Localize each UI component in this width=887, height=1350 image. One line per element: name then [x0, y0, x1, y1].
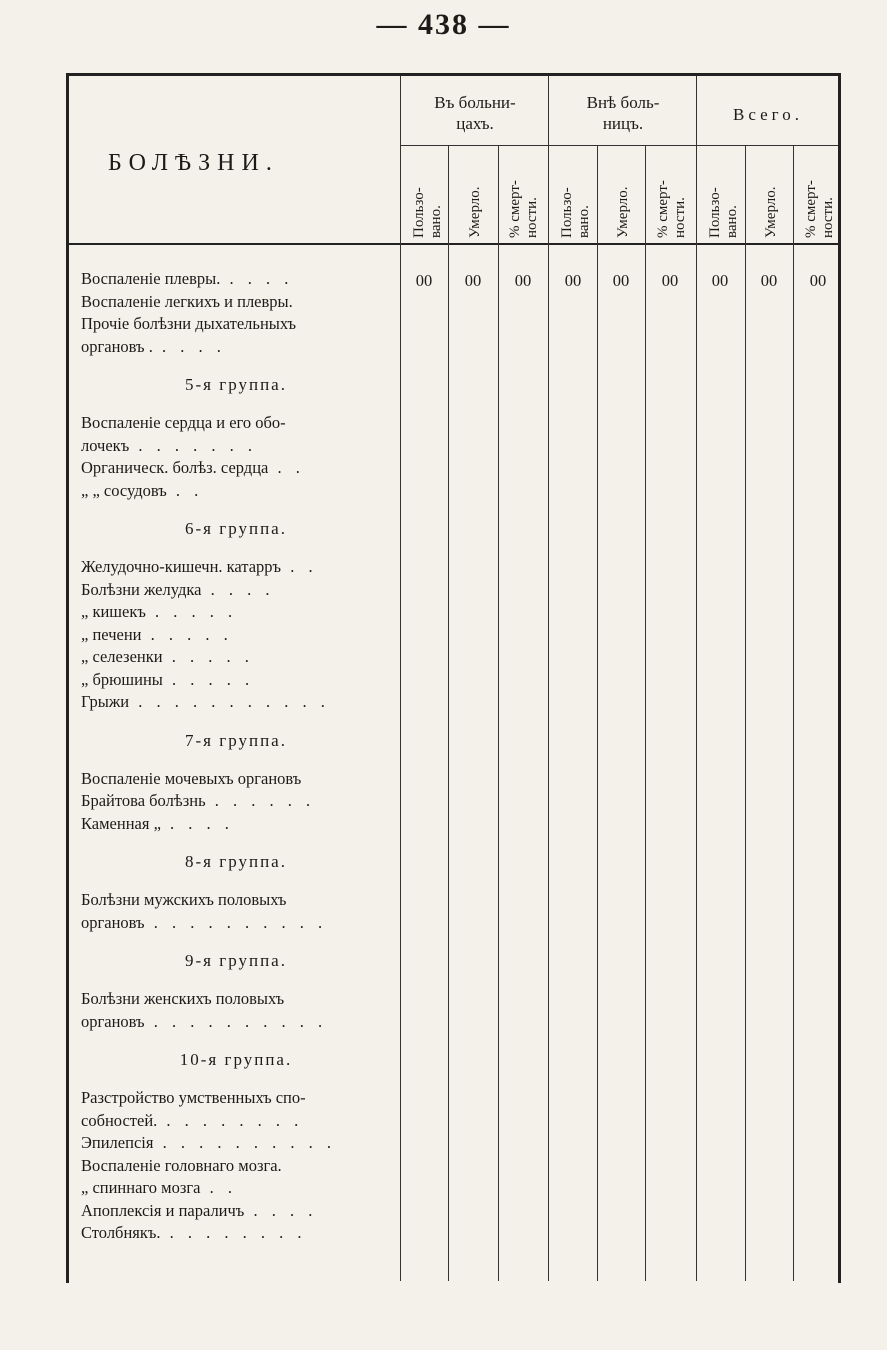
disease-row: [81, 480, 203, 502]
subheader-line: Пользо-: [411, 187, 427, 238]
value-cell: 00: [711, 271, 729, 290]
subheader-used: [411, 187, 445, 238]
disease-row: [81, 988, 284, 1010]
disease-row: [81, 624, 233, 646]
column-divider: [696, 76, 697, 1281]
disease-name: Эпилепсія: [81, 1133, 154, 1152]
leader-dots: . . . . .: [162, 647, 254, 666]
value-cell: 00: [415, 271, 433, 290]
disease-row: [81, 1200, 317, 1222]
disease-row: [81, 768, 301, 790]
disease-name: органовъ: [81, 912, 145, 932]
leader-dots: . .: [166, 480, 204, 500]
disease-row: [81, 556, 318, 578]
leader-dots: . . . . . . . . . .: [144, 912, 328, 932]
disease-row: [81, 268, 293, 290]
value-cell: 00: [464, 271, 482, 290]
disease-row: [81, 889, 286, 911]
leader-dots: . . . .: [152, 336, 226, 356]
leader-dots: . . . . .: [162, 669, 255, 689]
disease-row: [81, 412, 286, 434]
value-cell: 00: [514, 271, 532, 290]
subheader-line: вано.: [428, 205, 444, 238]
disease-row: [81, 1155, 282, 1177]
leader-dots: . .: [281, 557, 318, 576]
disease-name: Прочіе болѣзни дыхательныхъ: [81, 314, 297, 333]
diseases-header: БОЛѢЗНИ.: [108, 150, 279, 176]
disease-name: органовъ: [81, 1011, 145, 1031]
disease-row: [81, 691, 330, 713]
subheader-line: ности.: [524, 197, 540, 238]
disease-row: [81, 1011, 327, 1033]
subcolumn-divider: [448, 145, 449, 1281]
disease-row: [81, 1177, 237, 1199]
subheader-line: вано.: [576, 205, 592, 238]
disease-row: [81, 813, 234, 835]
disease-name: Органическ. болѣз. сердца: [81, 458, 269, 477]
disease-name: „ брюшины: [81, 669, 163, 689]
subheader-line: Пользо-: [559, 187, 575, 238]
disease-name: Каменная „: [81, 813, 161, 833]
subheader-line: Пользо-: [707, 187, 723, 238]
subcolumn-divider: [498, 145, 499, 1281]
total-header: [698, 104, 838, 125]
leader-dots: . . . . . . . . . .: [153, 1133, 336, 1152]
subheader-line: вано.: [724, 205, 740, 238]
disease-name: Грыжи: [81, 692, 130, 711]
group-title: 5-я группа.: [185, 375, 287, 394]
disease-name: Болѣзни женскихъ половыхъ: [81, 989, 285, 1008]
disease-name: Воспаленіе легкихъ и плевры.: [81, 291, 293, 311]
group-title: 8-я группа.: [185, 852, 287, 871]
group-title: 9-я группа.: [185, 951, 287, 970]
disease-row: [81, 912, 327, 934]
subheader-line: ности.: [820, 197, 836, 238]
page-number: — 438 —: [376, 8, 511, 41]
disease-name: Воспаленіе головнаго мозга.: [81, 1155, 282, 1175]
leader-dots: . . . . .: [141, 624, 233, 644]
hospitals-header-line1: Въ больни-: [434, 93, 516, 112]
subheader-used: [707, 187, 741, 238]
value-cell: 00: [760, 271, 778, 290]
column-divider: [400, 76, 401, 1281]
subheader-mortality: [655, 180, 689, 238]
disease-row: [81, 291, 293, 313]
disease-row: [81, 313, 296, 335]
hospitals-header: [402, 92, 548, 134]
disease-row: [81, 601, 237, 623]
leader-dots: . . . . . . .: [129, 435, 257, 455]
subheader-line: Умерло.: [763, 186, 779, 238]
disease-name: „ селезенки: [81, 647, 163, 666]
disease-name: Желудочно-кишечн. катарръ: [81, 557, 282, 576]
disease-row: [81, 790, 315, 812]
group-title: 6-я группа.: [185, 519, 287, 538]
leader-dots: . . . . . . . .: [157, 1110, 304, 1130]
disease-name: „ „ сосудовъ: [81, 480, 167, 500]
header-divider: [66, 243, 841, 245]
disease-name: „ кишекъ: [81, 602, 146, 621]
subcolumn-divider: [597, 145, 598, 1281]
outside-header: [550, 92, 696, 134]
leader-dots: . .: [268, 458, 305, 477]
disease-name: собностей.: [81, 1110, 158, 1130]
disease-row: [81, 1087, 306, 1109]
leader-dots: . . . .: [160, 813, 234, 833]
subheader-line: Умерло.: [615, 186, 631, 238]
leader-dots: . . . . . .: [205, 791, 316, 810]
disease-row: [81, 579, 274, 601]
subheader-died: [615, 187, 632, 239]
group-title: 10-я группа.: [179, 1050, 293, 1069]
disease-name: Апоплексія и параличъ: [81, 1200, 245, 1220]
outside-header-line2: ницъ.: [602, 114, 644, 133]
disease-row: [81, 1110, 303, 1132]
disease-name: Воспаленіе мочевыхъ органовъ: [81, 768, 302, 788]
disease-row: [81, 1132, 336, 1154]
leader-dots: . . . .: [220, 269, 294, 288]
disease-row: [81, 646, 254, 668]
disease-row: [81, 669, 254, 691]
leader-dots: . . . . .: [145, 602, 238, 621]
leader-dots: . . . .: [244, 1200, 318, 1220]
disease-row: [81, 457, 305, 479]
outside-header-line1: Внѣ боль-: [586, 93, 660, 112]
leader-dots: . . . . . . . . . .: [144, 1011, 328, 1031]
disease-name: лочекъ: [81, 435, 130, 455]
column-divider: [548, 76, 549, 1281]
leader-dots: . .: [200, 1178, 237, 1197]
subheader-line: % смерт-: [655, 180, 671, 238]
disease-name: Разстройство умственныхъ спо-: [81, 1088, 306, 1107]
disease-name: Болѣзни желудка: [81, 579, 202, 599]
subheader-line: % смерт-: [803, 180, 819, 238]
subheader-divider: [400, 145, 838, 146]
disease-name: „ печени: [81, 624, 142, 644]
disease-name: Брайтова болѣзнь: [81, 791, 206, 810]
value-cell: 00: [661, 271, 679, 290]
subcolumn-divider: [793, 145, 794, 1281]
subheader-died: [763, 187, 780, 239]
value-cell: 00: [612, 271, 630, 290]
group-title: 7-я группа.: [185, 730, 287, 750]
leader-dots: . . . . . . . .: [160, 1223, 307, 1242]
subheader-line: % смерт-: [507, 180, 523, 238]
leader-dots: . . . . . . . . . . .: [129, 692, 330, 711]
disease-name: Воспаленіе плевры.: [81, 269, 221, 288]
disease-row: [81, 336, 226, 358]
leader-dots: . . . .: [201, 579, 275, 599]
disease-name: Воспаленіе сердца и его обо-: [81, 413, 286, 432]
disease-name: „ спиннаго мозга: [81, 1178, 201, 1197]
subcolumn-divider: [745, 145, 746, 1281]
subheader-line: ности.: [672, 197, 688, 238]
disease-name: органовъ .: [81, 336, 153, 356]
hospitals-header-line2: цахъ.: [456, 114, 494, 133]
total-header-label: Всего.: [733, 105, 803, 124]
subheader-mortality: [803, 180, 837, 238]
disease-name: Болѣзни мужскихъ половыхъ: [81, 890, 287, 909]
subheader-died: [467, 187, 484, 239]
subcolumn-divider: [645, 145, 646, 1281]
disease-row: [81, 1222, 307, 1244]
value-cell: 00: [564, 271, 582, 290]
subheader-line: Умерло.: [467, 186, 483, 238]
subheader-mortality: [507, 180, 541, 238]
disease-row: [81, 435, 257, 457]
subheader-used: [559, 187, 593, 238]
value-cell: 00: [809, 271, 827, 290]
disease-name: Столбнякъ.: [81, 1223, 161, 1242]
